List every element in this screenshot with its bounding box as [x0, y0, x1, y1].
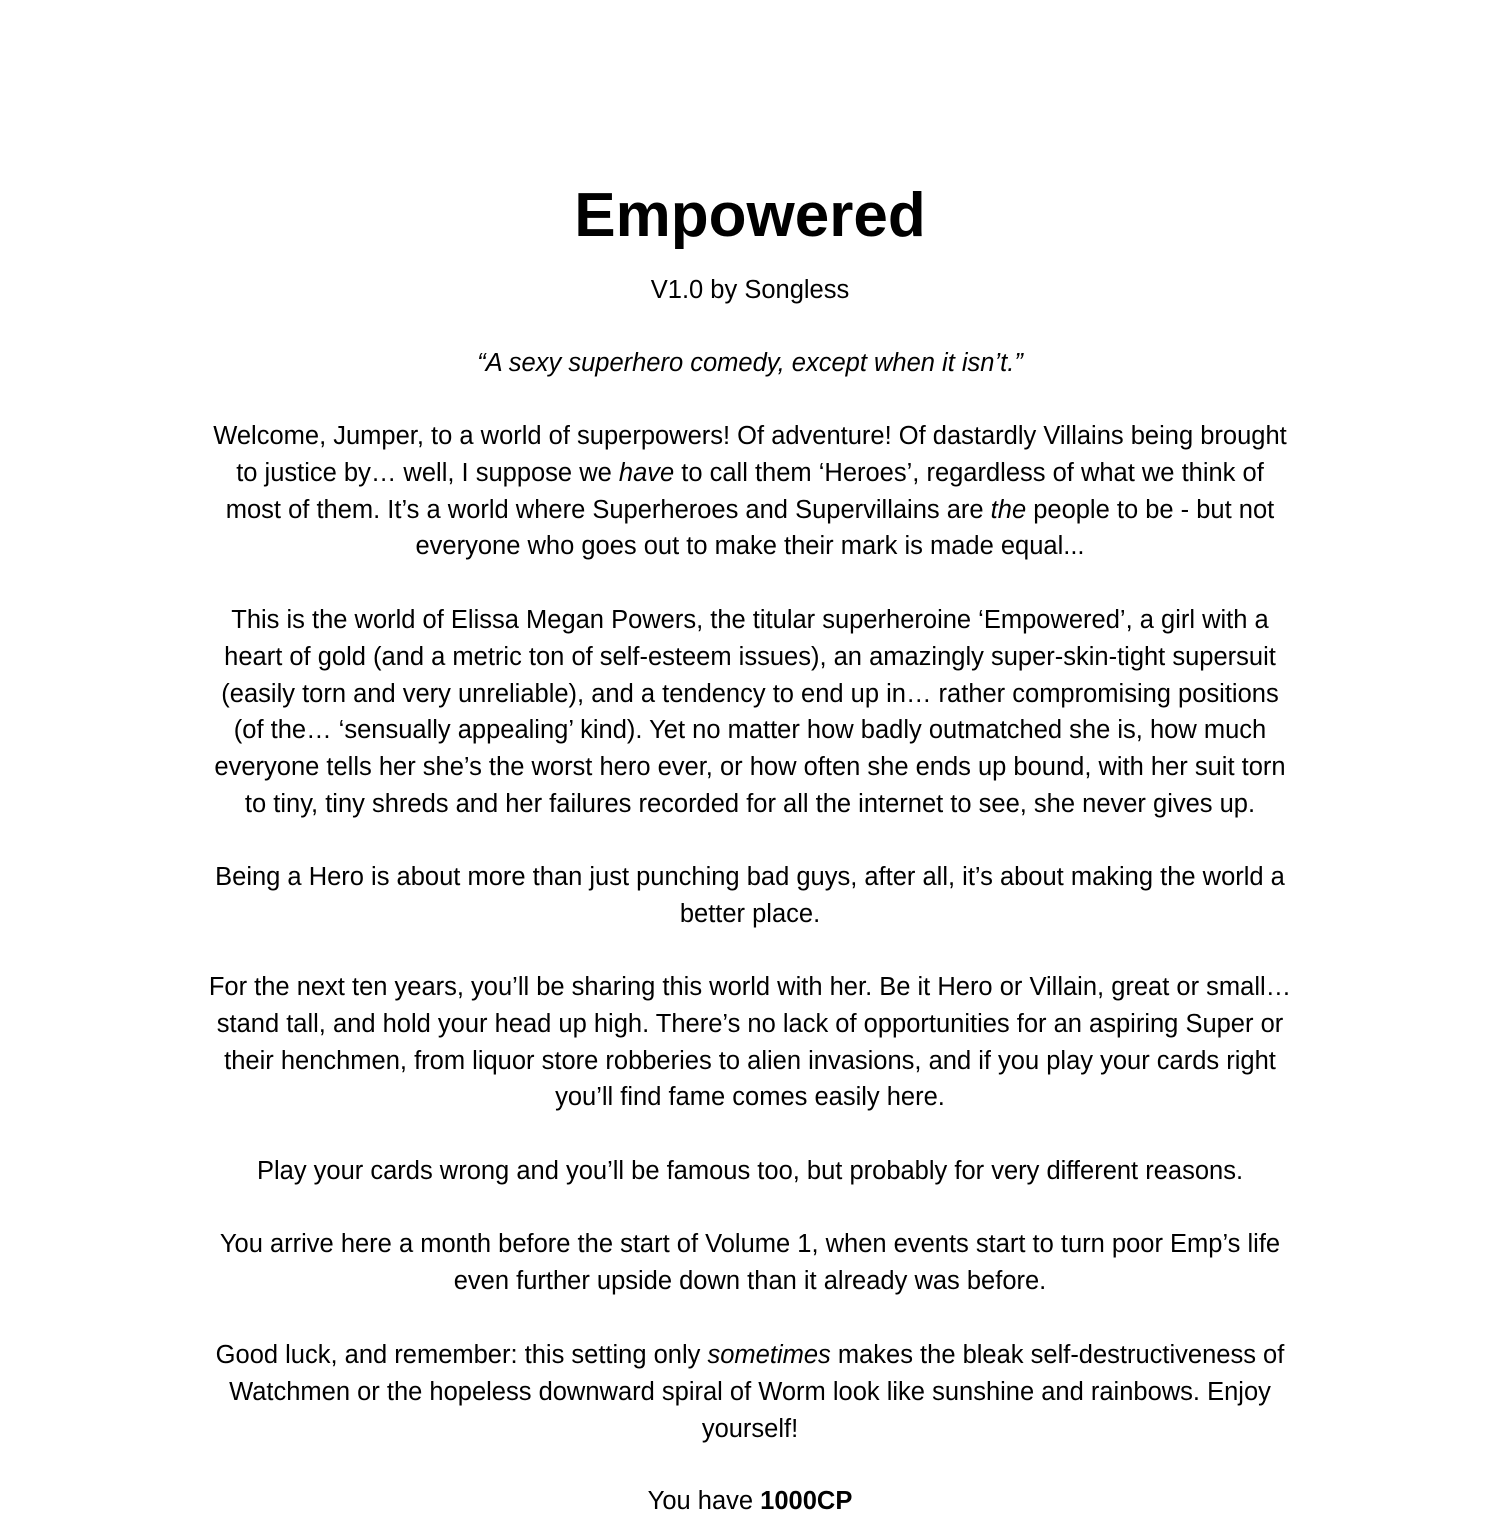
paragraph-line: yourself! [701, 1414, 799, 1443]
arrival-paragraph [150, 1226, 1350, 1300]
paragraph-line: you’ll find fame comes easily here. [555, 1083, 945, 1112]
good-luck-paragraph [150, 1337, 1350, 1447]
paragraph-line: For the next ten years, you’ll be sharing this world with her. Be it Hero or Villain, great or small… [208, 973, 1292, 1001]
paragraph-line: to tiny, tiny shreds and her failures recorded for all the internet to see, she never gives up. [244, 789, 1256, 818]
cards-wrong-paragraph [150, 1153, 1350, 1190]
paragraph-line: their henchmen, from liquor store robberies to alien invasions, and if you play your cards right [224, 1046, 1276, 1075]
paragraph-line: You arrive here a month before the start of Volume 1, when events start to turn poor Emp’s life [219, 1230, 1281, 1258]
paragraph-line: even further upside down than it already was before. [453, 1266, 1047, 1295]
paragraph-line [150, 492, 1350, 529]
text-run: Good luck, and remember: this setting only [215, 1341, 708, 1369]
world-paragraph [150, 602, 1350, 823]
paragraph-line [150, 1337, 1350, 1374]
paragraph-line: (easily torn and very unreliable), and a tendency to end up in… rather compromising positions [221, 679, 1279, 708]
paragraph-line: This is the world of Elissa Megan Powers, the titular superheroine ‘Empowered’, a girl with a [231, 606, 1269, 634]
paragraph-line [150, 1483, 1350, 1520]
emphasis-text: have [618, 458, 675, 487]
cp-amount: 1000CP [760, 1487, 853, 1515]
paragraph-line: Being a Hero is about more than just punching bad guys, after all, it’s about making the world a [215, 863, 1285, 891]
cp-budget-line [150, 1483, 1350, 1520]
paragraph-line [150, 455, 1350, 492]
tagline-quote: “A sexy superhero comedy, except when it isn’t.” [477, 349, 1023, 377]
ten-years-paragraph [150, 969, 1350, 1116]
paragraph-line: Welcome, Jumper, to a world of superpowers! Of adventure! Of dastardly Villains being brought [213, 422, 1287, 450]
paragraph-line: everyone who goes out to make their mark is made equal... [415, 532, 1085, 561]
paragraph-line: stand tall, and hold your head up high. There’s no lack of opportunities for an aspiring Super or [216, 1009, 1284, 1038]
text-run: You have [647, 1487, 761, 1515]
emphasis-text: the [990, 495, 1027, 524]
document-title: Empowered [574, 181, 926, 250]
paragraph-line: heart of gold (and a metric ton of self-esteem issues), an amazingly super-skin-tight supersuit [224, 642, 1276, 671]
text-run: most of them. It’s a world where Superheroes and Supervillains are [225, 495, 991, 524]
paragraph-line: Watchmen or the hopeless downward spiral of Worm look like sunshine and rainbows. Enjoy [229, 1377, 1271, 1406]
paragraph-line: better place. [679, 899, 821, 928]
paragraph-line: everyone tells her she’s the worst hero ever, or how often she ends up bound, with her suit torn [214, 753, 1286, 782]
text-run: to call them ‘Heroes’, regardless of what we think of [674, 458, 1264, 487]
emphasis-text: sometimes [707, 1341, 831, 1369]
intro-paragraph [150, 418, 1350, 565]
version-byline: V1.0 by Songless [650, 276, 850, 304]
text-run: makes the bleak self-destructiveness of [830, 1341, 1285, 1369]
paragraph-line: Play your cards wrong and you’ll be famous too, but probably for very different reasons. [256, 1157, 1244, 1185]
text-run: people to be - but not [1026, 495, 1275, 524]
hero-paragraph [150, 859, 1350, 933]
paragraph-line: (of the… ‘sensually appealing’ kind). Yet no matter how badly outmatched she is, how much [233, 716, 1267, 745]
text-run: to justice by… well, I suppose we [236, 458, 619, 487]
